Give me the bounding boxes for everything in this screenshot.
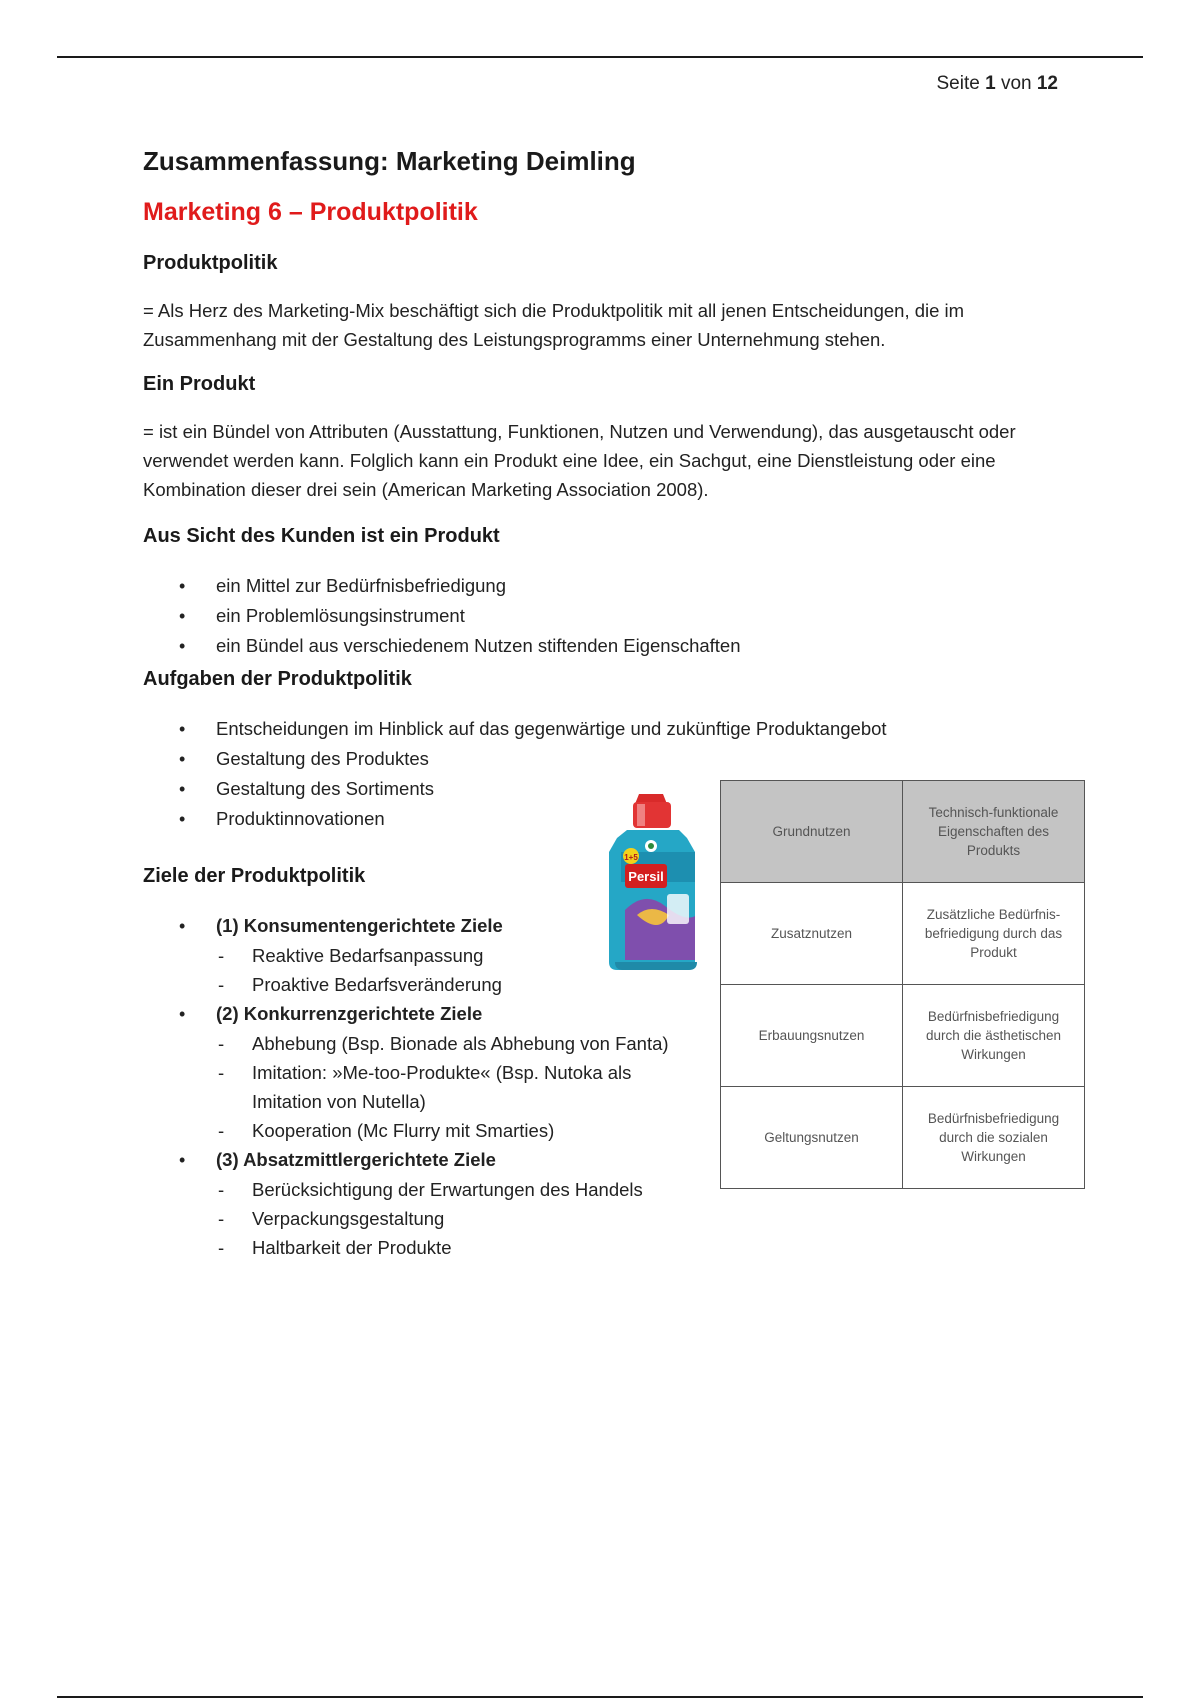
- ziele-group-label: (1) Konsumentengerichtete Ziele: [216, 915, 503, 936]
- table-cell: Technisch-funktionale Eigenschaften des Produkts: [903, 781, 1085, 883]
- list-item: • ein Mittel zur Bedürfnisbefriedigung: [143, 571, 741, 601]
- ziele-sublist: [216, 1175, 703, 1262]
- ziele-group-label: (3) Absatzmittlergerichtete Ziele: [216, 1149, 496, 1170]
- list-item: • Gestaltung des Sortiments: [143, 774, 887, 804]
- table-cell: Bedürfnisbefriedigung durch die ästhetischen Wirkungen: [903, 985, 1085, 1087]
- sub-item: - Kooperation (Mc Flurry mit Smarties): [216, 1116, 703, 1145]
- heading-aufgaben: Aufgaben der Produktpolitik: [143, 668, 412, 690]
- sub-item: - Imitation: »Me-too-Produkte« (Bsp. Nutoka als Imitation von Nutella): [216, 1058, 703, 1116]
- table-row: [721, 985, 1085, 1087]
- ziele-group-label: (2) Konkurrenzgerichtete Ziele: [216, 1003, 483, 1024]
- sub-item: - Berücksichtigung der Erwartungen des Handels: [216, 1175, 703, 1204]
- list-item: • Produktinnovationen: [143, 804, 887, 834]
- table-cell: Zusätzliche Bedürfnis-befriedigung durch das Produkt: [903, 883, 1085, 985]
- heading-kundensicht: Aus Sicht des Kunden ist ein Produkt: [143, 525, 500, 547]
- table-row: [721, 781, 1085, 883]
- ziele-group: [143, 1145, 703, 1262]
- sub-item: - Verpackungsgestaltung: [216, 1204, 703, 1233]
- kundensicht-list: [143, 571, 741, 661]
- table-cell: Geltungsnutzen: [721, 1087, 903, 1189]
- page-number: Seite 1 von 12: [936, 73, 1058, 94]
- document-title: Zusammenfassung: Marketing Deimling: [143, 146, 636, 176]
- ziele-group: [143, 999, 703, 1145]
- sub-item: - Abhebung (Bsp. Bionade als Abhebung von Fanta): [216, 1029, 703, 1058]
- heading-ein-produkt: Ein Produkt: [143, 373, 256, 395]
- ziele-sublist: [216, 1029, 703, 1145]
- bottom-rule: [57, 1696, 1143, 1698]
- heading-produktpolitik: Produktpolitik: [143, 252, 278, 274]
- table-cell: Zusatznutzen: [721, 883, 903, 985]
- list-item: • Gestaltung des Produktes: [143, 744, 887, 774]
- list-item: • ein Problemlösungsinstrument: [143, 601, 741, 631]
- bottle-badge: 1+5: [624, 853, 638, 862]
- sub-item: - Proaktive Bedarfsveränderung: [216, 970, 703, 999]
- list-item: • ein Bündel aus verschiedenem Nutzen stiftenden Eigenschaften: [143, 631, 741, 661]
- table-row: [721, 883, 1085, 985]
- nutzen-table: [720, 780, 1085, 1189]
- sub-item: - Haltbarkeit der Produkte: [216, 1233, 703, 1262]
- table-cell: Erbauungsnutzen: [721, 985, 903, 1087]
- list-item: • Entscheidungen im Hinblick auf das gegenwärtige und zukünftige Produktangebot: [143, 714, 887, 744]
- definition-produktpolitik: = Als Herz des Marketing-Mix beschäftigt sich die Produktpolitik mit all jenen Entscheidungen, die im Zusammenhang mit der Gestaltung des Leistungsprogramms einer Unternehmung stehen.: [143, 300, 965, 350]
- definition-ein-produkt: = ist ein Bündel von Attributen (Ausstattung, Funktionen, Nutzen und Verwendung), das ausgetauscht oder verwendet werden kann. Folglich kann ein Produkt eine Idee, ein Sachgut, eine Dienstleistung oder eine Kombination dieser drei sein (American Marketing Association 2008).: [143, 421, 1016, 500]
- detergent-bottle-image: [607, 790, 705, 976]
- sub-item: - Reaktive Bedarfsanpassung: [216, 941, 703, 970]
- bottle-brand: Persil: [628, 869, 664, 884]
- table-cell: Grundnutzen: [721, 781, 903, 883]
- table-row: [721, 1087, 1085, 1189]
- table-cell: Bedürfnisbefriedigung durch die sozialen Wirkungen: [903, 1087, 1085, 1189]
- chapter-title: Marketing 6 – Produktpolitik: [143, 198, 478, 226]
- top-rule: [57, 56, 1143, 58]
- heading-ziele: Ziele der Produktpolitik: [143, 865, 366, 887]
